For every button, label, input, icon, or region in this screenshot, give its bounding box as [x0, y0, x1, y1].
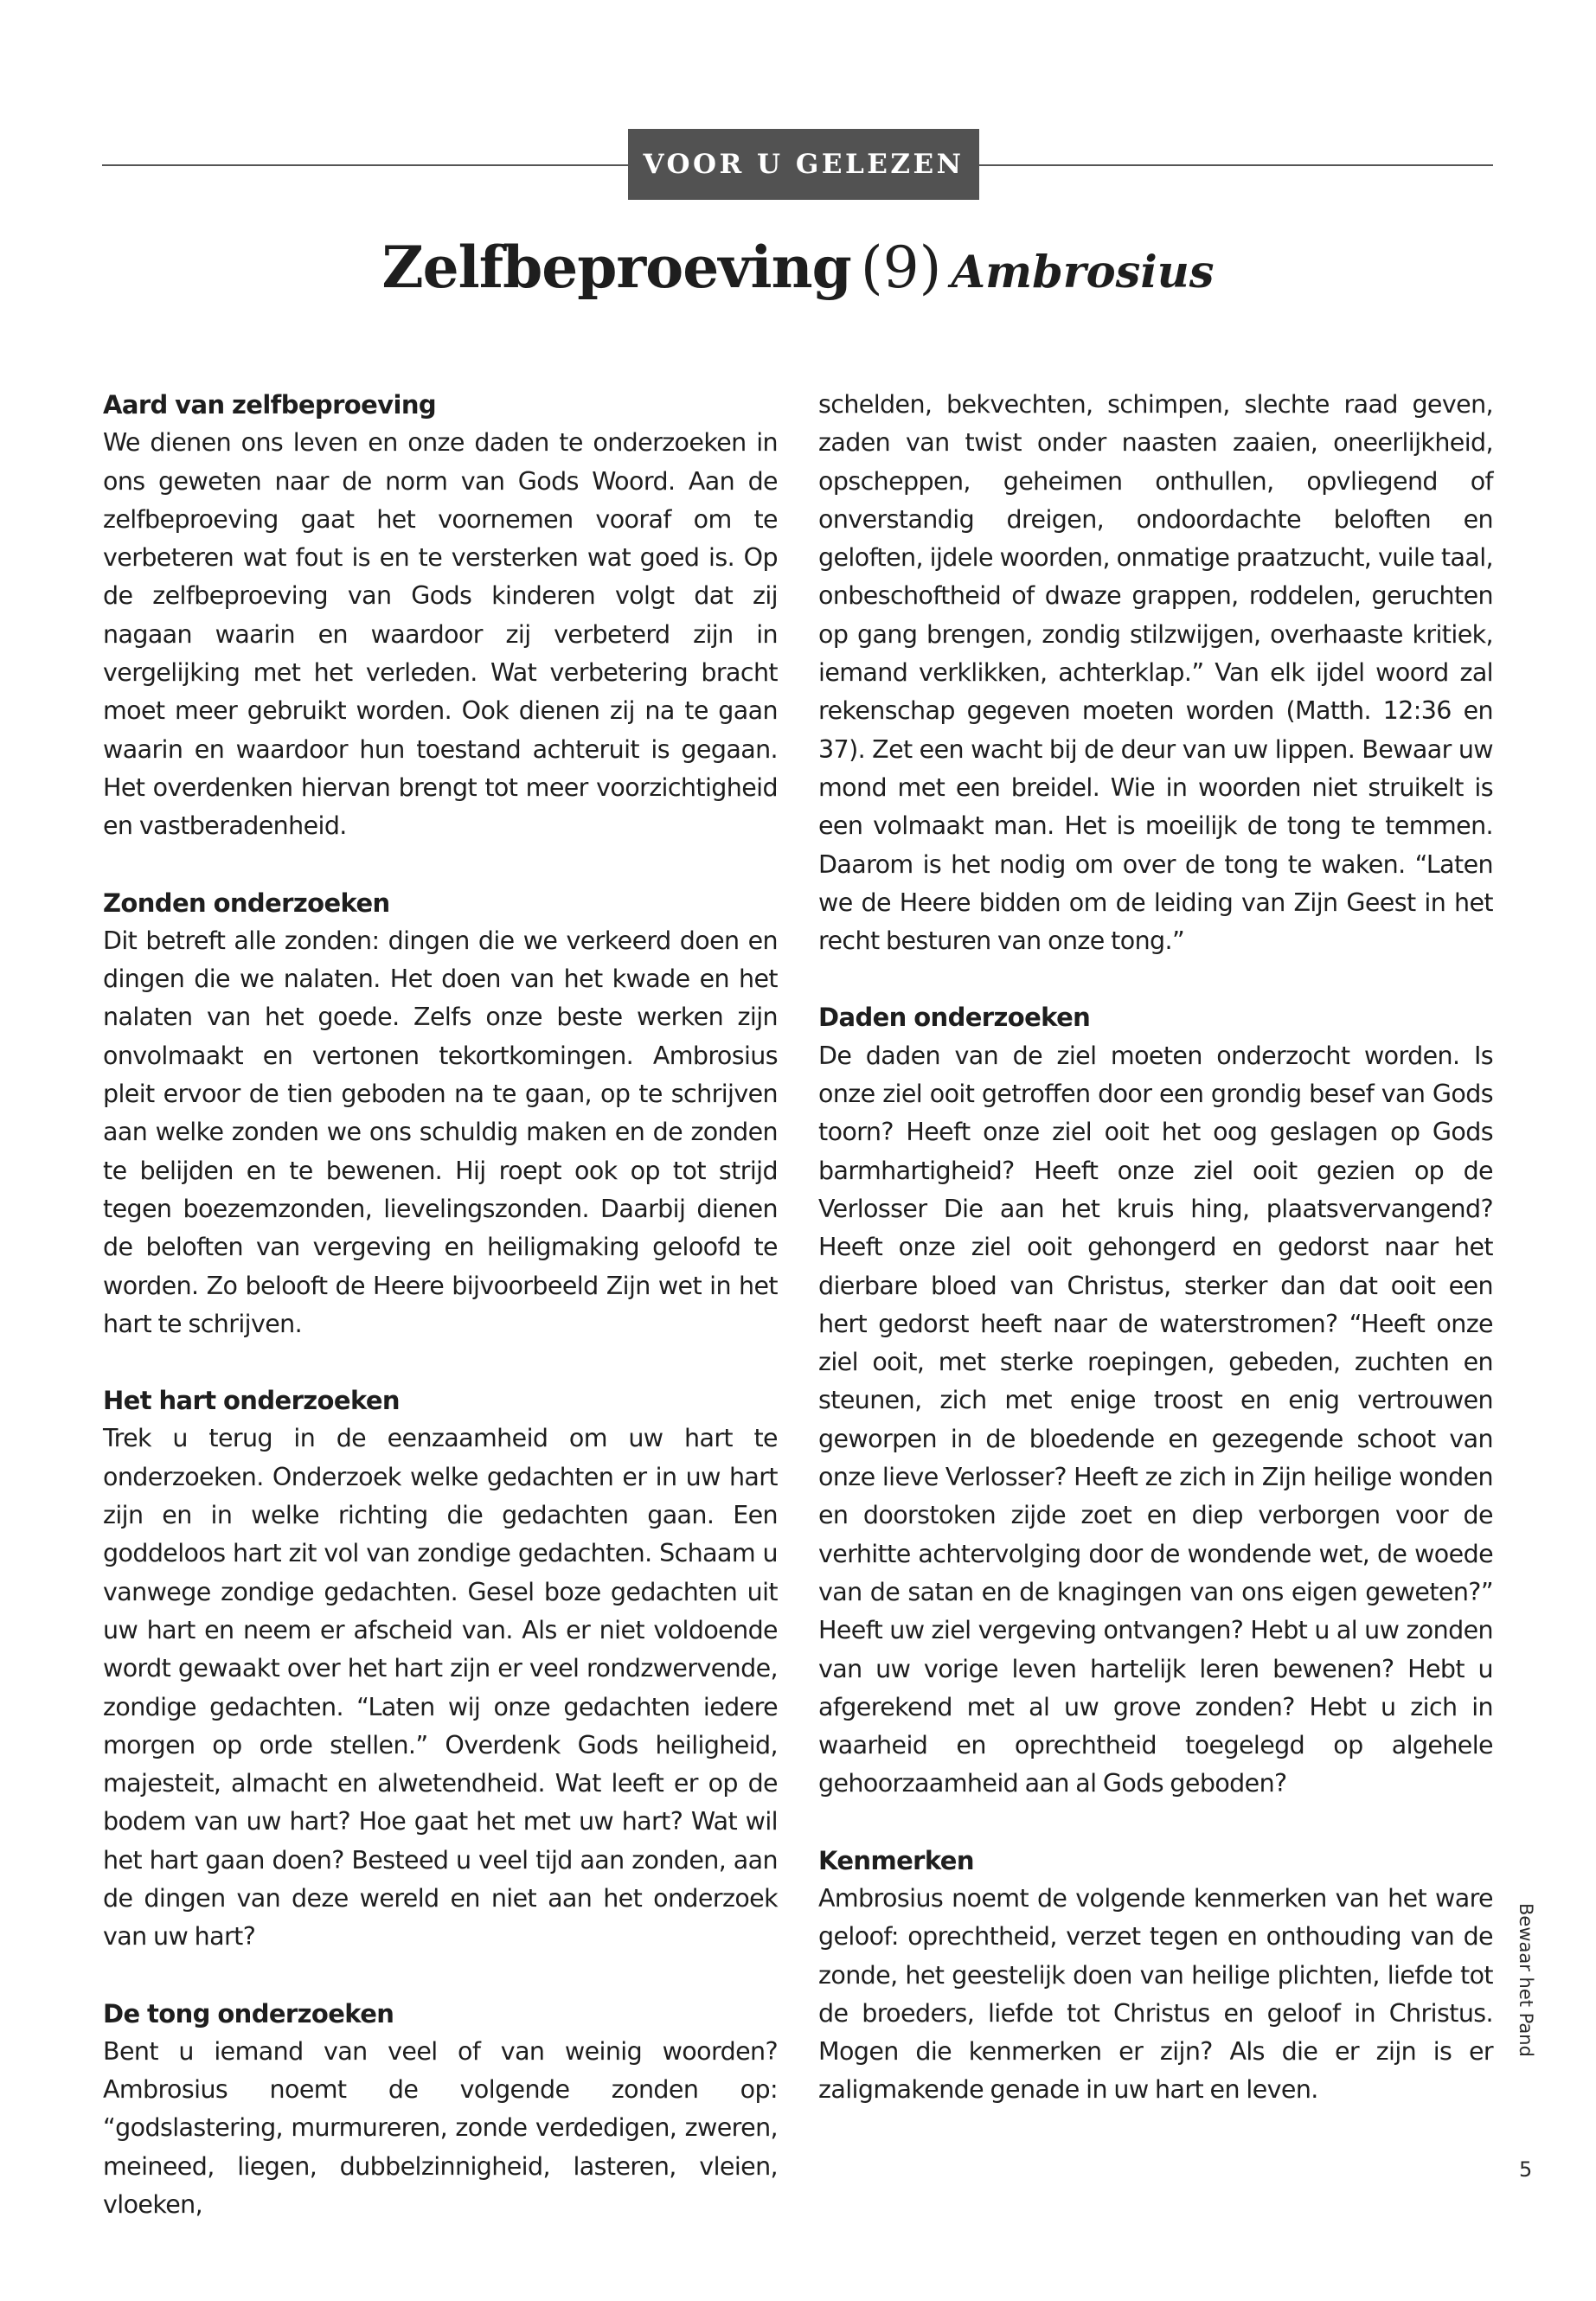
section-heading: Zonden onderzoeken: [103, 888, 390, 918]
section-de-tong-onderzoeken: [103, 1995, 778, 2225]
publication-side-label: Bewaar het Pand: [1516, 1903, 1536, 2057]
section-zonden-onderzoeken: [103, 884, 778, 1344]
section-label: VOOR U GELEZEN: [643, 149, 965, 180]
section-heading: Daden onderzoeken: [818, 1003, 1091, 1033]
section-heading: Aard van zelfbeproeving: [103, 390, 437, 420]
section-de-tong-vervolg: [818, 386, 1493, 960]
section-het-hart-onderzoeken: [103, 1381, 778, 1956]
section-heading: Het hart onderzoeken: [103, 1386, 400, 1416]
title-number: (9): [860, 234, 942, 301]
section-gap: [818, 960, 1493, 998]
section-gap: [818, 1804, 1493, 1842]
section-aard-van-zelfbeproeving: [103, 386, 778, 846]
title-main: Zelfbeproeving: [381, 234, 851, 301]
section-label-box: [628, 129, 979, 200]
page-number: 5: [1519, 2157, 1533, 2182]
section-body: De daden van de ziel moeten onderzocht worden. Is onze ziel ooit getroffen door een grondig besef van Gods toorn? Heeft onze ziel ooit het oog geslagen op Gods barmhartigheid? Heeft onze ziel ooit gezien op de Verlosser Die aan het kruis hing, plaatsvervangend? Heeft onze ziel ooit gehongerd en gedorst naar het dierbare bloed van Christus, sterker dan dat ooit een hert gedorst heeft naar de waterstromen? “Heeft onze ziel ooit, met sterke roepingen, gebeden, zuchten en steunen, zich met enige troost en enig vertrouwen geworpen in de bloedende en gezegende schoot van onze lieve Verlosser? Heeft ze zich in Zijn heilige wonden en doorstoken zijde zoet en diep verborgen voor de verhitte achtervolging door de wondende wet, de woede van de satan en de knagingen van ons eigen geweten?” Heeft uw ziel vergeving ontvangen? Hebt u al uw zonden van uw vorige leven hartelijk leren bewenen? Hebt u afgerekend met al uw grove zonden? Hebt u zich in waarheid en oprechtheid toegelegd op algehele gehoorzaamheid aan al Gods geboden?: [818, 1041, 1493, 1798]
right-column: [818, 386, 1493, 2110]
section-heading: De tong onderzoeken: [103, 1998, 394, 2029]
left-column: [103, 386, 778, 2224]
section-body: Ambrosius noemt de volgende kenmerken van het ware geloof: oprechtheid, verzet tegen en onthouding van de zonde, het geestelijk doen van heilige plichten, liefde tot de broeders, liefde tot Christus en geloof in Christus. Mogen die kenmerken er zijn? Als die er zijn is er zaligmakende genade in uw hart en leven.: [818, 1883, 1493, 2105]
section-kenmerken: [818, 1842, 1493, 2110]
section-body: Trek u terug in de eenzaamheid om uw hart te onderzoeken. Onderzoek welke gedachten er in uw hart zijn en in welke richting die gedachten gaan. Een goddeloos hart zit vol van zondige gedachten. Schaam u vanwege zondige gedachten. Gesel boze gedachten uit uw hart en neem er afscheid van. Als er niet voldoende wordt gewaakt over het hart zijn er veel rondzwervende, zondige gedachten. “Laten wij onze gedachten iedere morgen op orde stellen.” Overdenk Gods heiligheid, majesteit, almacht en alwetendheid. Wat leeft er op de bodem van uw hart? Hoe gaat het met uw hart? Wat wil het hart gaan doen? Besteed u veel tijd aan zonden, aan de dingen van deze wereld en niet aan het onderzoek van uw hart?: [103, 1424, 778, 1952]
section-body: schelden, bekvechten, schimpen, slechte raad geven, zaden van twist onder naasten zaaien, oneerlijkheid, opscheppen, geheimen onthullen, opvliegend of onverstandig dreigen, ondoordachte beloften en geloften, ijdele woorden, onmatige praatzucht, vuile taal, onbeschoftheid of dwaze grappen, roddelen, geruchten op gang brengen, zondig stilzwijgen, overhaaste kritiek, iemand verklikken, achterklap.” Van elk ijdel woord zal rekenschap gegeven moeten worden (Matth. 12:36 en 37). Zet een wacht bij de deur van uw lippen. Bewaar uw mond met een breidel. Wie in woorden niet struikelt is een volmaakt man. Het is moeilijk de tong te temmen. Daarom is het nodig om over de tong te waken. “Laten we de Heere bidden om de leiding van Zijn Geest in het recht besturen van onze tong.”: [818, 390, 1493, 956]
title-author: Ambrosius: [951, 247, 1215, 298]
section-body: Dit betreft alle zonden: dingen die we verkeerd doen en dingen die we nalaten. Het doen van het kwade en het nalaten van het goede. Zelfs onze beste werken zijn onvolmaakt en vertonen tekortkomingen. Ambrosius pleit ervoor de tien geboden na te gaan, op te schrijven aan welke zonden we ons schuldig maken en de zonden te belijden en te bewenen. Hij roept ook op tot strijd tegen boezemzonden, lievelingszonden. Daarbij dienen de beloften van vergeving en heiligmaking geloofd te worden. Zo belooft de Heere bijvoorbeeld Zijn wet in het hart te schrijven.: [103, 926, 778, 1338]
section-gap: [103, 1343, 778, 1381]
section-gap: [103, 1957, 778, 1995]
article-title: [0, 234, 1596, 301]
section-daden-onderzoeken: [818, 998, 1493, 1803]
section-gap: [103, 846, 778, 884]
section-body: We dienen ons leven en onze daden te onderzoeken in ons geweten naar de norm van Gods Woord. Aan de zelfbeproeving gaat het voornemen vooraf om te verbeteren wat fout is en te versterken wat goed is. Op de zelfbeproeving van Gods kinderen volgt dat zij nagaan waarin en waardoor zij verbeterd zijn in vergelijking met het verleden. Wat verbetering bracht moet meer gebruikt worden. Ook dienen zij na te gaan waarin en waardoor hun toestand achteruit is gegaan. Het overdenken hiervan brengt tot meer voorzichtigheid en vastberadenheid.: [103, 428, 778, 841]
section-body: Bent u iemand van veel of van weinig woorden? Ambrosius noemt de volgende zonden op: “godslastering, murmureren, zonde verdedigen, zweren, meineed, liegen, dubbelzinnigheid, lasteren, vleien, vloeken,: [103, 2036, 778, 2220]
section-heading: Kenmerken: [818, 1845, 974, 1875]
